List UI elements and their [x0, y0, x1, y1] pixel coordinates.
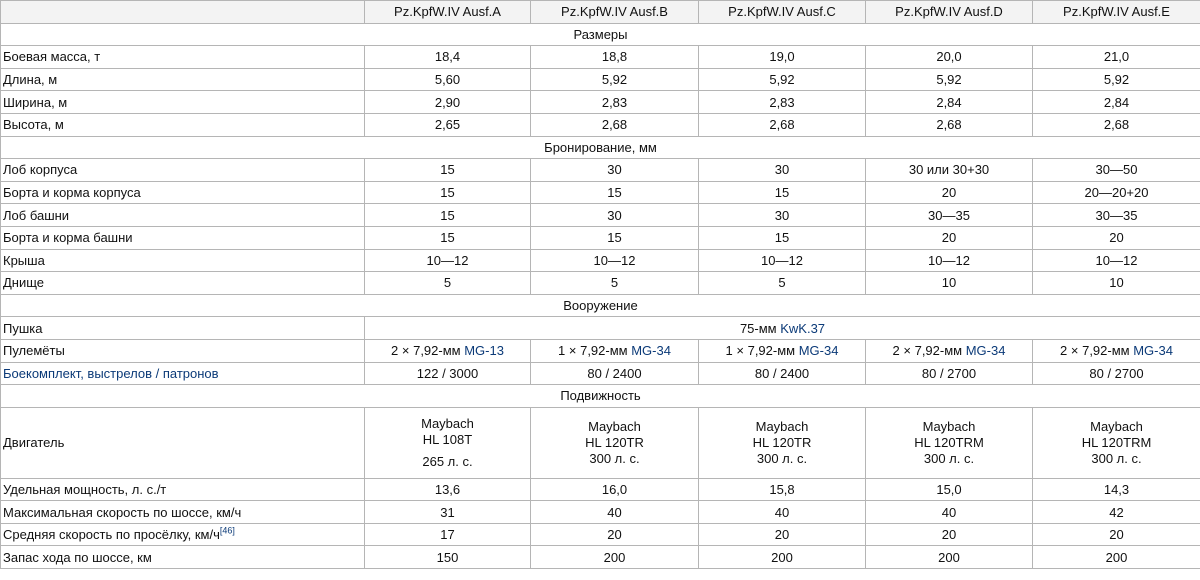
table-cell: 30 — [699, 204, 866, 227]
table-cell: 20 — [1033, 226, 1200, 249]
row-label: Ширина, м — [1, 91, 365, 114]
table-cell: 150 — [365, 546, 531, 569]
table-cell: 2,68 — [699, 113, 866, 136]
table-cell: 2,83 — [531, 91, 699, 114]
table-cell: 40 — [531, 501, 699, 524]
table-cell: 10 — [1033, 272, 1200, 295]
table-cell: 5,60 — [365, 68, 531, 91]
table-cell: 15 — [365, 159, 531, 182]
table-row-engine — [1, 407, 1200, 478]
table-cell: 30 или 30+30 — [866, 159, 1033, 182]
table-cell: 5,92 — [531, 68, 699, 91]
table-cell: 14,3 — [1033, 478, 1200, 501]
table-cell: 200 — [699, 546, 866, 569]
mg-prefix: 2 × 7,92-мм — [391, 343, 465, 359]
mg-link[interactable]: MG-34 — [1133, 343, 1173, 359]
section-title: Подвижность — [1, 385, 1200, 408]
table-cell: 15 — [699, 226, 866, 249]
table-row — [1, 249, 1200, 272]
table-cell: 5,92 — [699, 68, 866, 91]
table-cell: 15 — [365, 204, 531, 227]
footnote-ref — [220, 526, 235, 536]
row-label: Пулемёты — [1, 339, 365, 362]
row-label: Борта и корма башни — [1, 226, 365, 249]
row-label: Лоб башни — [1, 204, 365, 227]
row-label: Крыша — [1, 249, 365, 272]
table-cell: 18,4 — [365, 46, 531, 69]
table-cell: 2,83 — [699, 91, 866, 114]
mg-prefix: 2 × 7,92-мм — [1060, 343, 1134, 359]
row-label: Удельная мощность, л. с./т — [1, 478, 365, 501]
table-cell: 15,8 — [699, 478, 866, 501]
mg-prefix: 1 × 7,92-мм — [558, 343, 632, 359]
engine-model: HL 120TRM — [914, 434, 984, 450]
mg-link[interactable]: MG-34 — [631, 343, 671, 359]
row-label: Длина, м — [1, 68, 365, 91]
section-title: Вооружение — [1, 294, 1200, 317]
engine-power: 300 л. с. — [923, 450, 975, 466]
table-cell: 13,6 — [365, 478, 531, 501]
table-cell: 30 — [531, 159, 699, 182]
table-cell: 2,65 — [365, 113, 531, 136]
column-header: Pz.KpfW.IV Ausf.B — [531, 1, 699, 24]
table-cell: 2,68 — [866, 113, 1033, 136]
table-cell: 200 — [531, 546, 699, 569]
row-label-cell — [1, 523, 365, 546]
gun-link[interactable]: KwK.37 — [780, 320, 826, 336]
engine-power: 300 л. с. — [589, 450, 640, 466]
table-cell: 10—12 — [699, 249, 866, 272]
ammo-label-link[interactable]: Боекомплект, выстрелов / патронов — [3, 365, 219, 381]
table-cell: 80 / 2400 — [531, 362, 699, 385]
table-cell: 5,92 — [866, 68, 1033, 91]
table-cell: 20 — [531, 523, 699, 546]
row-label: Днище — [1, 272, 365, 295]
table-row-mg — [1, 339, 1200, 362]
engine-power: 265 л. с. — [422, 453, 473, 469]
table-cell: 10—12 — [1033, 249, 1200, 272]
row-label: Средняя скорость по просёлку, км/ч — [3, 527, 220, 543]
section-title: Размеры — [1, 23, 1200, 46]
table-row — [1, 226, 1200, 249]
table-cell — [866, 339, 1033, 362]
footnote-link[interactable]: [46] — [219, 525, 235, 536]
row-label: Борта и корма корпуса — [1, 181, 365, 204]
row-label: Двигатель — [1, 407, 365, 478]
table-cell: 2,84 — [1033, 91, 1200, 114]
table-cell: 40 — [699, 501, 866, 524]
table-cell: 42 — [1033, 501, 1200, 524]
mg-prefix: 2 × 7,92-мм — [892, 343, 966, 359]
table-row — [1, 46, 1200, 69]
engine-cell — [866, 407, 1033, 478]
table-row — [1, 478, 1200, 501]
table-cell: 10—12 — [866, 249, 1033, 272]
table-row — [1, 91, 1200, 114]
table-cell: 15 — [365, 181, 531, 204]
table-cell: 15 — [365, 226, 531, 249]
section-row-mobility — [1, 385, 1200, 408]
table-cell: 2,68 — [531, 113, 699, 136]
table-cell: 19,0 — [699, 46, 866, 69]
table-row — [1, 272, 1200, 295]
table-cell: 21,0 — [1033, 46, 1200, 69]
table-cell: 18,8 — [531, 46, 699, 69]
table-cell: 10—12 — [531, 249, 699, 272]
header-corner — [1, 1, 365, 24]
table-cell: 30 — [699, 159, 866, 182]
column-header: Pz.KpfW.IV Ausf.D — [866, 1, 1033, 24]
row-label: Боевая масса, т — [1, 46, 365, 69]
table-cell: 20 — [866, 523, 1033, 546]
table-cell — [1033, 339, 1200, 362]
engine-power: 300 л. с. — [1091, 450, 1142, 466]
section-row-armor — [1, 136, 1200, 159]
section-row-dimensions — [1, 23, 1200, 46]
table-row — [1, 113, 1200, 136]
engine-power: 300 л. с. — [756, 450, 808, 466]
table-cell: 20 — [1033, 523, 1200, 546]
table-cell: 2,84 — [866, 91, 1033, 114]
row-label: Высота, м — [1, 113, 365, 136]
engine-cell — [699, 407, 866, 478]
row-label: Запас хода по шоссе, км — [1, 546, 365, 569]
table-row — [1, 204, 1200, 227]
table-row — [1, 159, 1200, 182]
table-cell: 31 — [365, 501, 531, 524]
table-cell: 15,0 — [866, 478, 1033, 501]
table-cell: 80 / 2700 — [1033, 362, 1200, 385]
engine-cell — [365, 407, 531, 478]
table-cell: 20 — [699, 523, 866, 546]
table-cell: 200 — [1033, 546, 1200, 569]
section-row-armament — [1, 294, 1200, 317]
table-row — [1, 181, 1200, 204]
table-cell — [531, 339, 699, 362]
table-cell: 40 — [866, 501, 1033, 524]
table-cell: 200 — [866, 546, 1033, 569]
engine-cell — [1033, 407, 1200, 478]
table-cell: 15 — [531, 226, 699, 249]
table-row — [1, 523, 1200, 546]
table-row — [1, 501, 1200, 524]
mg-link[interactable]: MG-34 — [965, 343, 1006, 359]
row-label: Лоб корпуса — [1, 159, 365, 182]
engine-make: Maybach — [588, 418, 641, 434]
row-label: Максимальная скорость по шоссе, км/ч — [1, 501, 365, 524]
table-cell: 2,68 — [1033, 113, 1200, 136]
table-cell: 30—35 — [866, 204, 1033, 227]
table-cell: 20 — [866, 226, 1033, 249]
table-cell: 5 — [365, 272, 531, 295]
table-cell: 5,92 — [1033, 68, 1200, 91]
header-row — [1, 1, 1200, 24]
mg-prefix: 1 × 7,92-мм — [725, 343, 799, 359]
table-cell: 10—12 — [365, 249, 531, 272]
table-cell: 30—35 — [1033, 204, 1200, 227]
table-cell — [699, 339, 866, 362]
gun-prefix: 75-мм — [739, 320, 781, 336]
engine-make: Maybach — [922, 418, 976, 434]
table-cell: 15 — [531, 181, 699, 204]
column-header: Pz.KpfW.IV Ausf.C — [699, 1, 866, 24]
table-cell: 20—20+20 — [1033, 181, 1200, 204]
table-cell: 15 — [699, 181, 866, 204]
table-cell: 2,90 — [365, 91, 531, 114]
engine-make: Maybach — [1090, 418, 1143, 434]
table-cell: 20 — [866, 181, 1033, 204]
table-cell — [365, 339, 531, 362]
mg-link[interactable]: MG-34 — [798, 343, 839, 359]
table-row-gun — [1, 317, 1200, 340]
table-cell: 17 — [365, 523, 531, 546]
section-title: Бронирование, мм — [1, 136, 1200, 159]
engine-model: HL 120TRM — [1081, 434, 1152, 450]
gun-cell — [365, 317, 1200, 340]
table-cell: 20,0 — [866, 46, 1033, 69]
table-row — [1, 546, 1200, 569]
table-cell: 122 / 3000 — [365, 362, 531, 385]
table-cell: 30—50 — [1033, 159, 1200, 182]
engine-model: HL 108T — [422, 431, 473, 447]
table-cell: 5 — [531, 272, 699, 295]
table-cell: 80 / 2400 — [699, 362, 866, 385]
engine-cell — [531, 407, 699, 478]
column-header: Pz.KpfW.IV Ausf.E — [1033, 1, 1200, 24]
column-header: Pz.KpfW.IV Ausf.A — [365, 1, 531, 24]
table-cell: 30 — [531, 204, 699, 227]
table-row-ammo — [1, 362, 1200, 385]
engine-model: HL 120TR — [752, 434, 812, 450]
table-row — [1, 68, 1200, 91]
table-cell: 5 — [699, 272, 866, 295]
table-cell: 80 / 2700 — [866, 362, 1033, 385]
table-cell: 10 — [866, 272, 1033, 295]
engine-model: HL 120TR — [585, 434, 644, 450]
engine-make: Maybach — [421, 415, 474, 431]
row-label: Пушка — [1, 317, 365, 340]
table-cell: 16,0 — [531, 478, 699, 501]
engine-make: Maybach — [755, 418, 809, 434]
mg-link[interactable]: MG-13 — [464, 343, 504, 359]
row-label-cell — [1, 362, 365, 385]
